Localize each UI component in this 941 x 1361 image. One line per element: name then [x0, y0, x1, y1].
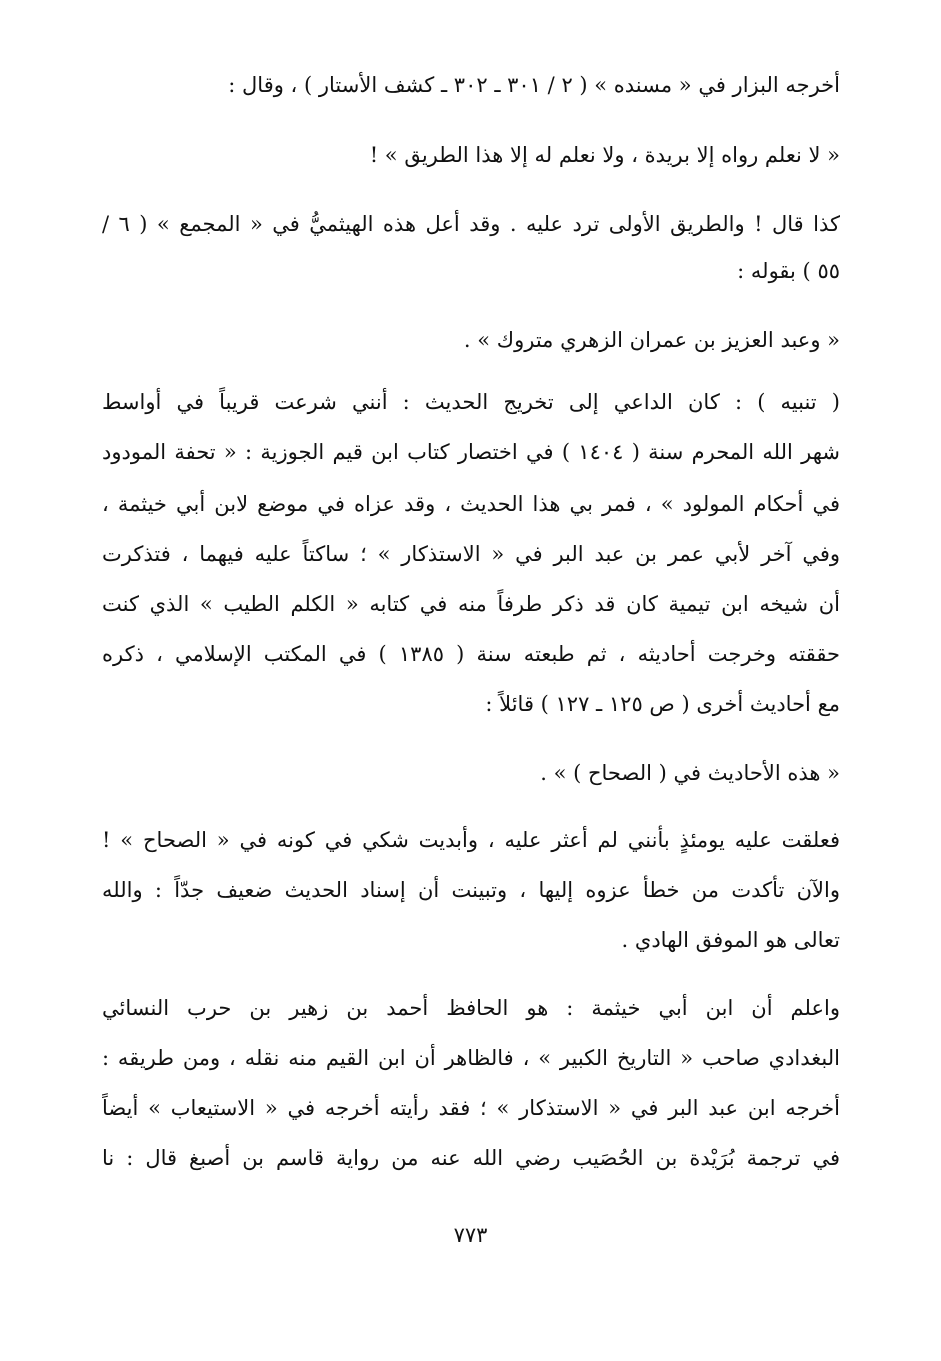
text-line: في ترجمة بُرَيْدة بن الحُصَيب رضي الله عنه من رواية قاسم بن أصبغ قال : نا [102, 1146, 840, 1170]
text-line: شهر الله المحرم سنة ( ١٤٠٤ ) في اختصار كتاب ابن قيم الجوزية : « تحفة المودود [102, 440, 840, 464]
text-line: كذا قال ! والطريق الأولى ترد عليه . وقد أعل هذه الهيثميُّ في « المجمع » ( ٦ / [102, 212, 840, 236]
text-line: ( تنبيه ) : كان الداعي إلى تخريج الحديث : أنني شرعت قريباً في أواسط [102, 390, 840, 414]
text-line: فعلقت عليه يومئذٍ بأنني لم أعثر عليه ، وأبديت شكي في كونه في « الصحاح » ! [102, 828, 840, 852]
text-line: وفي آخر لأبي عمر بن عبد البر في « الاستذكار » ؛ ساكتاً عليه فيهما ، فتذكرت [102, 542, 840, 566]
text-line: ٥٥ ) بقوله : [737, 259, 840, 283]
text-line: أخرجه البزار في « مسنده » ( ٢ / ٣٠١ ـ ٣٠٢ ـ كشف الأستار ) ، وقال : [228, 73, 840, 97]
text-line: مع أحاديث أخرى ( ص ١٢٥ ـ ١٢٧ ) قائلاً : [485, 692, 840, 716]
text-line: واعلم أن ابن أبي خيثمة : هو الحافظ أحمد بن زهير بن حرب النسائي [102, 996, 840, 1020]
text-line: « لا نعلم رواه إلا بريدة ، ولا نعلم له إلا هذا الطريق » ! [369, 143, 840, 167]
text-line: « وعبد العزيز بن عمران الزهري متروك » . [463, 328, 840, 352]
text-line: تعالى هو الموفق الهادي . [621, 928, 840, 952]
page-number: ٧٧٣ [453, 1223, 488, 1247]
text-line: في أحكام المولود » ، فمر بي هذا الحديث ، وقد عزاه في موضع لابن أبي خيثمة ، [102, 492, 840, 516]
text-line: أخرجه ابن عبد البر في « الاستذكار » ؛ فقد رأيته أخرجه في « الاستيعاب » أيضاً [102, 1096, 840, 1120]
text-line: « هذه الأحاديث في ( الصحاح ) » . [540, 761, 840, 785]
text-line: أن شيخه ابن تيمية كان قد ذكر طرفاً منه في كتابه « الكلم الطيب » الذي كنت [102, 592, 840, 616]
text-line: والآن تأكدت من خطأ عزوه إليها ، وتبينت أن إسناد الحديث ضعيف جدّاً : والله [102, 878, 840, 902]
text-line: البغدادي صاحب « التاريخ الكبير » ، فالظاهر أن ابن القيم منه نقله ، ومن طريقه : [102, 1046, 840, 1070]
text-line: حققته وخرجت أحاديثه ، ثم طبعته سنة ( ١٣٨٥ ) في المكتب الإسلامي ، ذكره [102, 642, 840, 666]
